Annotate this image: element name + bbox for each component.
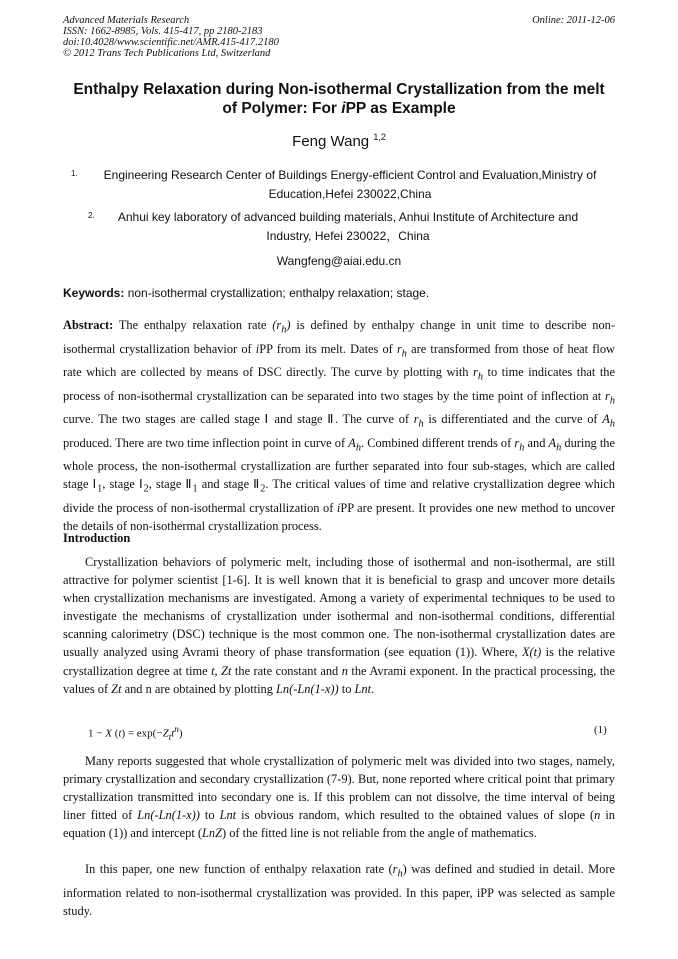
introduction-paragraph-2: Many reports suggested that whole crystallization of polymeric melt was divided into two stages, namely, primary crystallization and secondary crystallization (7-9). But, none reported where critical point that primary crystallization transmitted into secondary one is. If this problem can not dissolve, the time interval of being liner fitted of Ln(-Ln(1-x)) to Lnt is obvious random, which resulted to the obtained values of slope (n in equation (1)) and intercept (LnZ) of the fitted line is not reliable from the angle of mathematics. (63, 754, 615, 841)
keywords (63, 286, 615, 300)
equation-number: (1) (594, 724, 607, 736)
abstract: Abstract: The enthalpy relaxation rate $(r_h)$ is defined by enthalpy change in unit time to describe non-isothermal crystallization behavior of iPP from its melt. Dates of $r_h$ are transformed from those of heat flow rate which are collected by means of DSC directly. The curve by plotting with $r_h$ to time indicates that the process of non-isothermal crystallization can be separated into two stages by the time point of inflection at $r_h$ curve. The two stages are called stage Ⅰ and stage Ⅱ. The curve of $r_h$ is differentiated and the curve of $A_h$ produced. There are two time inflection point in curve of $A_h$. Combined different trends of $r_h$ and $A_h$ during the whole process, the non-isothermal crystallization are further separated into four sub-stages, which are called stage $Ⅰ_1$, stage $Ⅰ_2$, stage $Ⅱ_1$ and stage $Ⅱ_2$. The critical values of time and relative crystallization degree which divide the process of non-isothermal crystallization of iPP are present. It provides one new method to uncover the details of non-isothermal crystallization process. (63, 318, 616, 534)
copyright: © 2012 Trans Tech Publications Ltd, Switzerland (63, 48, 271, 59)
doi: doi:10.4028/www.scientific.net/AMR.415-417.2180 (63, 37, 279, 48)
author-email: Wangfeng@aiai.edu.cn (276, 254, 402, 268)
introduction-heading: Introduction (63, 531, 131, 545)
author-affiliation-marks: 1,2 (373, 132, 386, 142)
affiliation-2: Anhui key laboratory of advanced building materials, Anhui Institute of Architecture and Industry, Hefei 230022，China (117, 210, 579, 243)
title-line-1: Enthalpy Relaxation during Non-isothermal Crystallization from the melt (73, 81, 605, 98)
keywords-text: non-isothermal crystallization; enthalpy relaxation; stage. (124, 286, 430, 300)
affiliation-2-number: 2. (88, 211, 95, 220)
affiliation-1-number: 1. (71, 169, 78, 178)
introduction-paragraph-3: In this paper, one new function of enthalpy relaxation rate $(r_h)$ was defined and studied in detail. More information related to non-isothermal crystallization was provided. In this paper, iPP was selected as sample study. (63, 862, 615, 918)
author-name: Feng Wang (292, 133, 374, 150)
keywords-label: Keywords: (63, 286, 125, 300)
paper-title (55, 80, 623, 118)
journal-header (63, 15, 615, 59)
journal-name: Advanced Materials Research (63, 15, 190, 26)
author (55, 132, 623, 150)
abstract-label: Abstract: (63, 318, 114, 332)
title-line-2: of Polymer: For iPP as Example (222, 100, 456, 117)
online-date: Online: 2011-12-06 (532, 15, 615, 26)
introduction-paragraph-1: Crystallization behaviors of polymeric melt, including those of isothermal and non-isothermal, are still attractive for polymer scientist [1-6]. It is well known that it is beneficial to grasp and uncover more details when crystallization mechanisms are investigated. Among a variety of experimental techniques to be used to investigate the mechanisms of crystallization under isothermal and non-isothermal conditions, differential scanning calorimetry (DSC) technique is the most common one. The non-isothermal crystallization dates are usually analyzed using Avrami theory of phase transformation (see equation (1)). Where, X(t) is the relative crystallization degree at time t, Zt the rate constant and n the Avrami exponent. In the practical processing, the values of Zt and n are obtained by plotting Ln(-Ln(1-x)) to Lnt. (63, 555, 615, 696)
affiliation-1: Engineering Research Center of Buildings Energy-efficient Control and Evaluation,Ministry of Education,Hefei 230022,China (103, 168, 597, 201)
issn: ISSN: 1662-8985, Vols. 415-417, pp 2180-2183 (63, 26, 263, 37)
equation-1: 1 − X $(t) = \exp(-Z_tt^n)$ (88, 724, 183, 742)
